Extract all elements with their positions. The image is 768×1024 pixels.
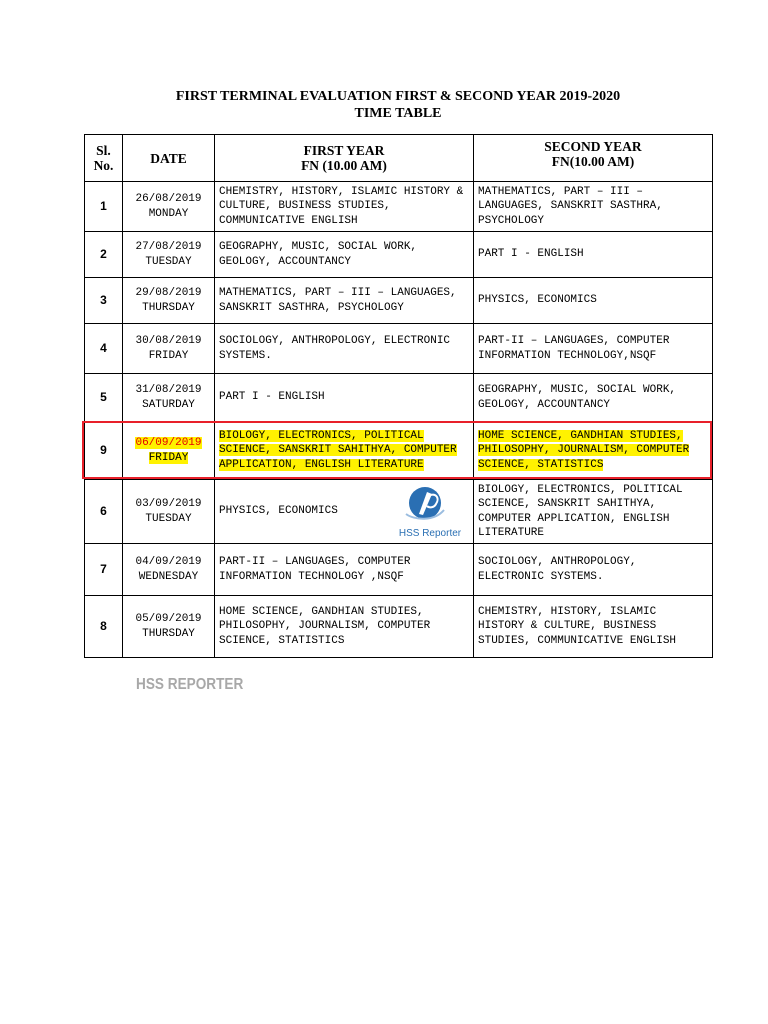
sl-cell: 8 <box>85 596 123 658</box>
second-year-cell: SOCIOLOGY, ANTHROPOLOGY, ELECTRONIC SYSTEMS. <box>474 544 713 596</box>
table-row <box>85 324 713 374</box>
date-cell: 26/08/2019 MONDAY <box>123 182 215 232</box>
first-year-cell: HOME SCIENCE, GANDHIAN STUDIES, PHILOSOPHY, JOURNALISM, COMPUTER SCIENCE, STATISTICS <box>215 596 474 658</box>
page-title <box>0 88 768 122</box>
table-row <box>85 374 713 422</box>
col-header-second-year: SECOND YEAR FN(10.00 AM) <box>474 135 713 182</box>
first-year-cell: GEOGRAPHY, MUSIC, SOCIAL WORK, GEOLOGY, ACCOUNTANCY <box>215 232 474 278</box>
table-row <box>85 596 713 658</box>
first-year-cell: CHEMISTRY, HISTORY, ISLAMIC HISTORY & CULTURE, BUSINESS STUDIES, COMMUNICATIVE ENGLISH <box>215 182 474 232</box>
second-year-cell <box>474 422 713 480</box>
sl-cell: 9 <box>85 422 123 480</box>
highlighted-date: 06/09/2019 <box>135 437 202 449</box>
highlighted-day: FRIDAY <box>148 451 189 464</box>
date-cell: 05/09/2019 THURSDAY <box>123 596 215 658</box>
second-year-cell: PART I - ENGLISH <box>474 232 713 278</box>
table-row <box>85 182 713 232</box>
second-year-cell: MATHEMATICS, PART – III – LANGUAGES, SANSKRIT SASTHRA, PSYCHOLOGY <box>474 182 713 232</box>
col-header-date: DATE <box>123 135 215 182</box>
table-row <box>85 232 713 278</box>
sl-cell: 3 <box>85 278 123 324</box>
hss-reporter-logo <box>392 484 468 542</box>
date-cell: 27/08/2019 TUESDAY <box>123 232 215 278</box>
date-cell: 30/08/2019 FRIDAY <box>123 324 215 374</box>
date-cell: 04/09/2019 WEDNESDAY <box>123 544 215 596</box>
quill-logo-icon <box>392 484 468 528</box>
highlighted-subjects: BIOLOGY, ELECTRONICS, POLITICAL SCIENCE, SANSKRIT SAHITHYA, COMPUTER APPLICATION, ENGLISH LITERATURE <box>219 429 457 471</box>
table-row-highlighted <box>85 422 713 480</box>
second-year-cell: CHEMISTRY, HISTORY, ISLAMIC HISTORY & CULTURE, BUSINESS STUDIES, COMMUNICATIVE ENGLISH <box>474 596 713 658</box>
header-row <box>85 135 713 182</box>
sl-cell: 6 <box>85 480 123 544</box>
date-cell: 03/09/2019 TUESDAY <box>123 480 215 544</box>
logo-text: HSS Reporter <box>398 528 462 539</box>
sl-cell: 7 <box>85 544 123 596</box>
first-year-cell: PHYSICS, ECONOMICS <box>215 480 474 544</box>
table-row <box>85 278 713 324</box>
first-year-cell: SOCIOLOGY, ANTHROPOLOGY, ELECTRONIC SYSTEMS. <box>215 324 474 374</box>
footer-brand: HSS REPORTER <box>136 676 244 693</box>
title-line-1: FIRST TERMINAL EVALUATION FIRST & SECOND YEAR 2019-2020 <box>175 89 621 104</box>
second-year-cell: GEOGRAPHY, MUSIC, SOCIAL WORK, GEOLOGY, ACCOUNTANCY <box>474 374 713 422</box>
sl-cell: 4 <box>85 324 123 374</box>
sl-cell: 5 <box>85 374 123 422</box>
first-year-cell: MATHEMATICS, PART – III – LANGUAGES, SANSKRIT SASTHRA, PSYCHOLOGY <box>215 278 474 324</box>
second-year-cell: BIOLOGY, ELECTRONICS, POLITICAL SCIENCE, SANSKRIT SAHITHYA, COMPUTER APPLICATION, ENGLISH LITERATURE <box>474 480 713 544</box>
table-row <box>85 544 713 596</box>
sl-cell: 2 <box>85 232 123 278</box>
col-header-first-year: FIRST YEAR FN (10.00 AM) <box>215 135 474 182</box>
date-cell: 31/08/2019 SATURDAY <box>123 374 215 422</box>
timetable <box>84 134 713 658</box>
date-cell: 29/08/2019 THURSDAY <box>123 278 215 324</box>
col-header-sl: Sl. No. <box>85 135 123 182</box>
highlighted-subjects: HOME SCIENCE, GANDHIAN STUDIES, PHILOSOPHY, JOURNALISM, COMPUTER SCIENCE, STATISTICS <box>478 429 690 471</box>
date-cell <box>123 422 215 480</box>
second-year-cell: PHYSICS, ECONOMICS <box>474 278 713 324</box>
first-year-cell: PART I - ENGLISH <box>215 374 474 422</box>
sl-cell: 1 <box>85 182 123 232</box>
first-year-cell: PART-II – LANGUAGES, COMPUTER INFORMATION TECHNOLOGY ,NSQF <box>215 544 474 596</box>
title-line-2: TIME TABLE <box>354 106 442 121</box>
second-year-cell: PART-II – LANGUAGES, COMPUTER INFORMATION TECHNOLOGY,NSQF <box>474 324 713 374</box>
first-year-cell <box>215 422 474 480</box>
